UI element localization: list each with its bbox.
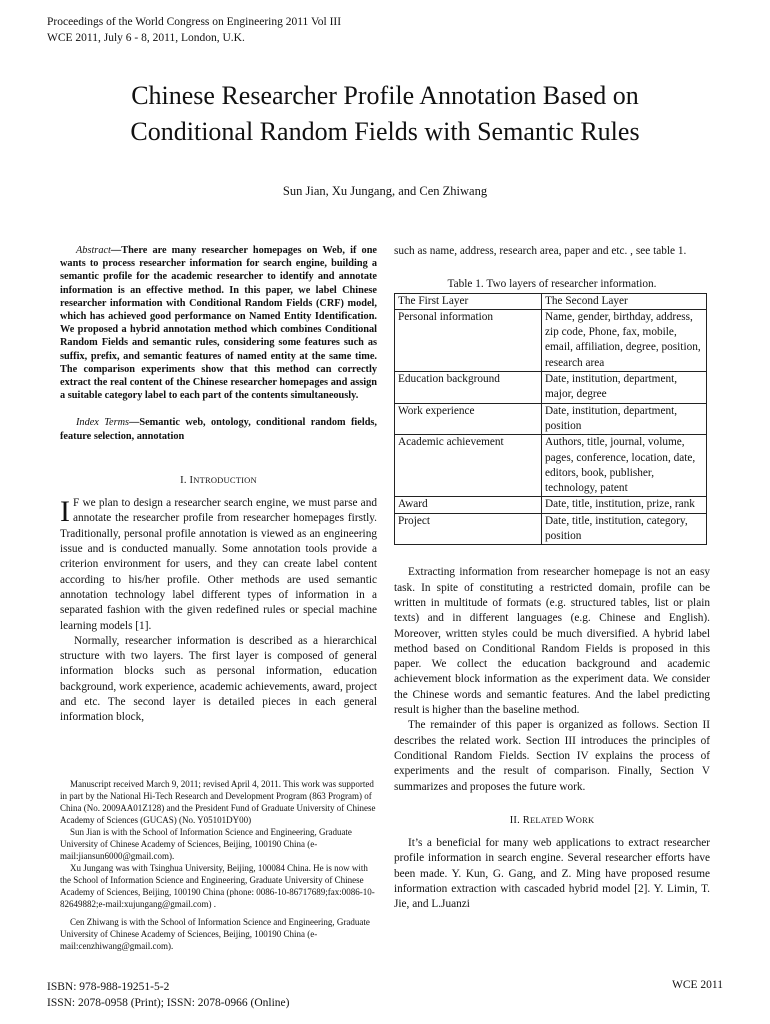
table-row — [395, 403, 707, 435]
table-cell: Personal information — [395, 309, 542, 371]
table-cell: Date, institution, department, major, degree — [542, 372, 707, 404]
related-work-paragraph: It’s a beneficial for many web applications to extract researcher profile information in search engine. Several researcher efforts have been made. Y. Kun, G. Gang, and Z. Ming have proposed resume information extraction with cascaded hybrid model [2]. Y. Limin, T. Jie, and L.Juanzi — [394, 837, 710, 911]
table-header-cell: The Second Layer — [542, 293, 707, 309]
drop-cap: I — [60, 495, 70, 529]
abstract-text: —There are many researcher homepages on Web, if one wants to process researcher information for search engine, building a semantic profile for the academic researcher to identify and annotate information is an effective method. In this paper, we label Chinese researcher information with Conditional Random Fields (CRF) model, which has achieved good performance on Named Entity Identification. We proposed a hybrid annotation method which combines Conditional Random Fields and semantic rules, considering some features such as suffix, prefix, and semantic features of named entity at the same time. The comparison experiments show that this method can correctly extract the real content of the Chinese researcher homepages and assign a suitable category label to each part of the contents simultaneously. — [60, 245, 377, 402]
layers-table — [394, 293, 707, 546]
right-column — [394, 244, 710, 913]
table-cell: Education background — [395, 372, 542, 404]
isbn-footer — [47, 979, 289, 1011]
isbn-line: ISBN: 978-988-19251-5-2 — [47, 981, 170, 993]
wce-footer: WCE 2011 — [672, 979, 723, 991]
table-header-row — [395, 293, 707, 309]
intro-paragraph-1: I F we plan to design a researcher search engine, we must parse and annotate the researcher profile from researcher homepages firstly. Traditionally, personal profile annotation is viewed as an engineering issue and is conducted manually. Some annotation tools provide a criterion environment for users, and they can create label content according to his/her profile. Other methods are used semantic annotation technology label different types of information in a separated fashion with the given redefined rules or special machine learning models [1]. — [60, 495, 377, 632]
table-cell: Academic achievement — [395, 435, 542, 497]
footnotes — [60, 778, 377, 952]
proceedings-header — [47, 14, 341, 46]
table-cell: Date, title, institution, category, position — [542, 513, 707, 545]
section-heading-related-work: II. RELATED WORK — [509, 814, 595, 826]
intro-paragraph-2: Normally, researcher information is described as a hierarchical structure with two layers. The first layer is composed of general information blocks such as personal information, education background, work experience, academic achievements, award, project and etc. The second layer is detailed pieces in each general information block, — [60, 634, 377, 724]
section-heading-introduction: I. INTRODUCTION — [180, 474, 257, 486]
table-row — [395, 435, 707, 497]
abstract-label: Abstract — [76, 245, 111, 256]
table-header-cell: The First Layer — [395, 293, 542, 309]
abstract — [60, 244, 377, 402]
body-paragraph-extracting: Extracting information from researcher homepage is not an easy task. In spite of constituting a restricted domain, profile can be written in multitude of formats (e.g. structured tables, list or plain texts) and in different languages (e.g. Chinese and English). Moreover, written styles could be much diversified. A hybrid label method based on Conditional Random Fields is proposed in this paper. We collect the education background and academic achievement block information as the experiment data. We consider the Chinese words and semantic features. And the label predicting result is higher than the baseline method. — [394, 566, 710, 717]
author-list: Sun Jian, Xu Jungang, and Cen Zhiwang — [282, 184, 488, 198]
footnote-author-2: Xu Jungang was with Tsinghua University, Beijing, 100084 China. He is now with the School of Information Science and Engineering, Graduate University of Chinese Academy of Sciences, Beijing, 100190 China (phone: 0086-10-86717689;fax:0086-10-82649882;e-mail:xujungang@gmail.com) . — [60, 863, 375, 909]
footnote-author-1: Sun Jian is with the School of Information Science and Engineering, Graduate University of Chinese Academy of Sciences, Beijing, 100190 China (e-mail:jiansun6000@gmail.com). — [60, 827, 352, 861]
footnote-funding: Manuscript received March 9, 2011; revised April 4, 2011. This work was supported in part by the National Hi-Tech Research and Development Program (863 Program) of China (No. 2009AA01Z128) and the President Fund of Graduate University of Chinese Academy of Sciences (GUCAS) (No. Y05101DY00) — [60, 779, 376, 825]
table-row — [395, 309, 707, 371]
table-cell: Authors, title, journal, volume, pages, conference, location, date, editors, book, publisher, technology, patent — [542, 435, 707, 497]
title-line-2: Conditional Random Fields with Semantic Rules — [130, 117, 640, 146]
index-terms-label: Index Terms — [76, 417, 130, 429]
index-terms-text: —Semantic web, ontology, conditional random fields, feature selection, annotation — [60, 417, 378, 442]
table-cell: Date, institution, department, position — [542, 403, 707, 435]
title-line-1: Chinese Researcher Profile Annotation Based on — [131, 81, 639, 110]
table-cell: Project — [395, 513, 542, 545]
issn-line: ISSN: 2078-0958 (Print); ISSN: 2078-0966 (Online) — [47, 997, 290, 1009]
table-cell: Name, gender, birthday, address, zip code, Phone, fax, mobile, email, affiliation, degree, position, research area — [542, 309, 707, 371]
intro-paragraph-3: such as name, address, research area, paper and etc. , see table 1. — [394, 245, 687, 257]
table-row — [395, 497, 707, 513]
table-caption: Table 1. Two layers of researcher information. — [447, 278, 657, 291]
table-cell: Date, title, institution, prize, rank — [542, 497, 707, 513]
paper-title — [40, 78, 730, 150]
header-line-2: WCE 2011, July 6 - 8, 2011, London, U.K. — [47, 32, 245, 44]
header-line-1: Proceedings of the World Congress on Engineering 2011 Vol III — [47, 16, 342, 28]
table-row — [395, 372, 707, 404]
table-row — [395, 513, 707, 545]
left-column — [60, 244, 377, 726]
table-cell: Work experience — [395, 403, 542, 435]
table-cell: Award — [395, 497, 542, 513]
body-paragraph-remainder: The remainder of this paper is organized as follows. Section II describes the related work. Section III introduces the principles of Conditional Random Fields. Section IV explains the process of experiments and the result of comparison. Finally, Section V summarizes and proposes the future work. — [394, 719, 710, 793]
footnote-author-3: Cen Zhiwang is with the School of Information Science and Engineering, Graduate University of Chinese Academy of Sciences, Beijing, 100190 China (e-mail:cenzhiwang@gmail.com). — [60, 917, 370, 951]
index-terms — [60, 416, 377, 442]
